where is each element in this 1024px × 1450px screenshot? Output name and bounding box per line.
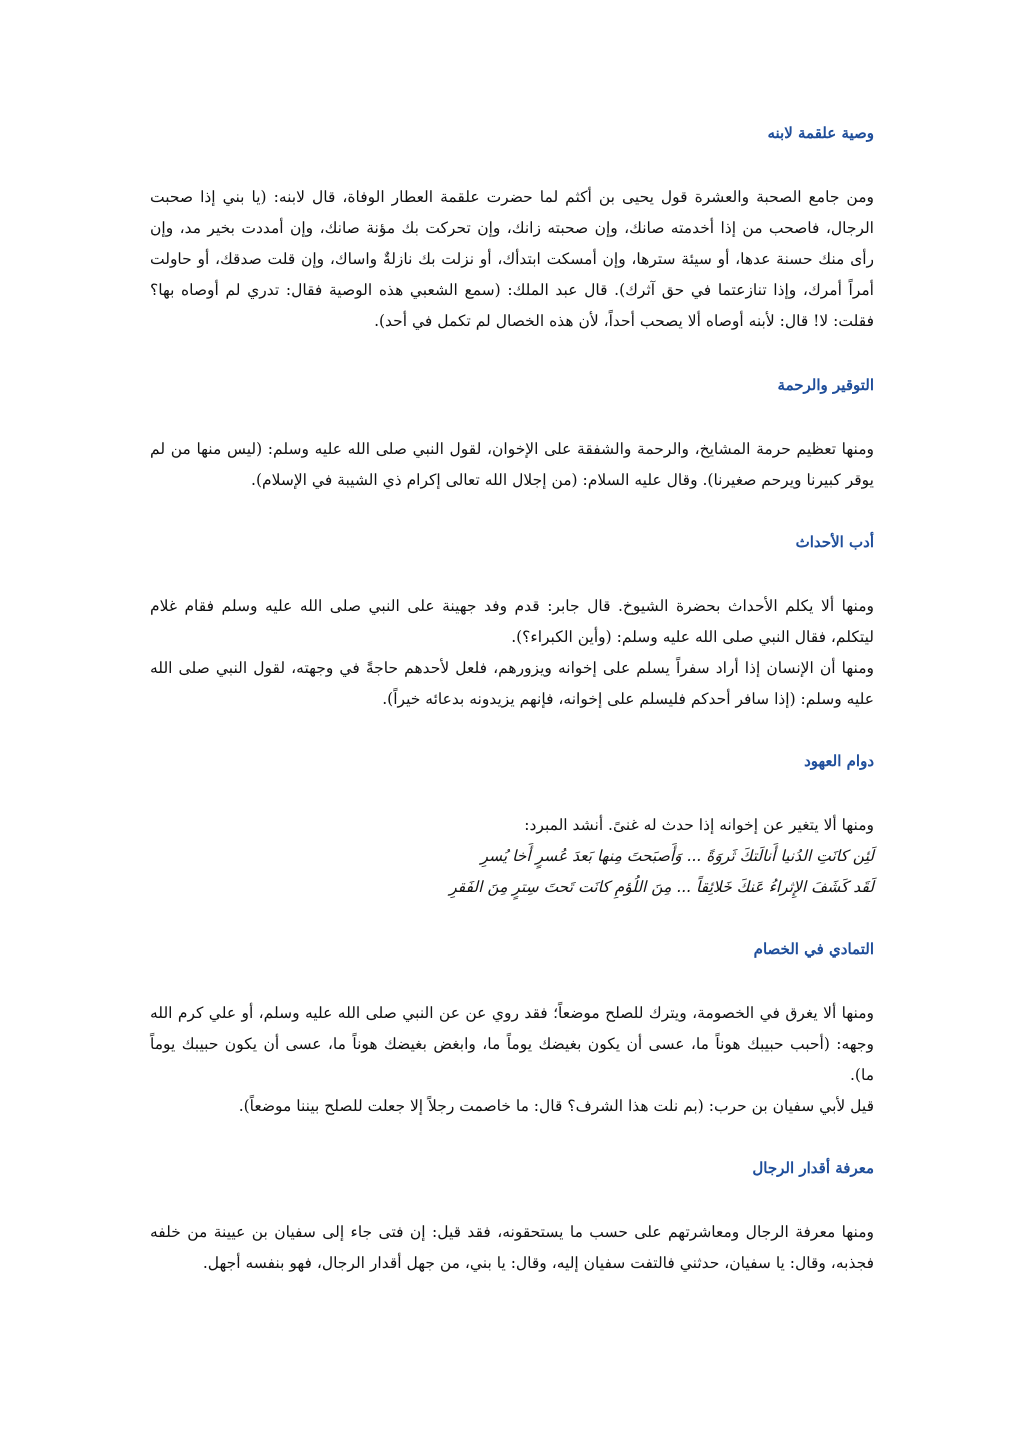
section-respect-mercy (150, 370, 874, 496)
section-heading: معرفة أقدار الرجال (752, 1159, 874, 1177)
section-paragraph: ومنها ألا يكلم الأحداث بحضرة الشيوخ. قال جابر: قدم وفد جهينة على النبي صلى الله عليه وسلم فقام غلام ليتكلم، فقال النبي صلى الله عليه وسلم: (وأين الكبراء؟). (150, 597, 874, 646)
section-heading: دوام العهود (804, 752, 874, 770)
section-paragraph: ومن جامع الصحبة والعشرة قول يحيى بن أكثم لما حضرت علقمة العطار الوفاة، قال لابنه: (يا بني إذا صحبت الرجال، فاصحب من إذا أخدمته صانك، وإن صحبته زانك، وإن تحركت بك مؤنة صانك، وإن أمددت بخير مد، وإن رأى منك حسنة عدها، أو سيئة سترها، وإن أمسكت ابتدأك، أو نزلت بك نازلةٌ واساك، وإن قلت صدقك، أو حاولت أمراً أمرك، وإذا تنازعتما في حق آثرك). قال عبد الملك: (سمع الشعبي هذه الوصية فقال: تدري لم أوصاه بها؟ فقلت: لا! قال: لأبنه أوصاه ألا يصحب أحداً، لأن هذه الخصال لم تكمل في أحد). (150, 188, 874, 330)
section-paragraph: ومنها أن الإنسان إذا أراد سفراً يسلم على إخوانه ويزورهم، فلعل لأحدهم حاجةً في وجهته، لقول النبي صلى الله عليه وسلم: (إذا سافر أحدكم فليسلم على إخوانه، فإنهم يزيدونه بدعائه خيراً). (150, 659, 874, 708)
section-paragraph: ومنها معرفة الرجال ومعاشرتهم على حسب ما يستحقونه، فقد قيل: إن فتى جاء إلى سفيان بن عيينة من خلفه فجذبه، وقال: يا سفيان، حدثني فالتفت سفيان إليه، وقال: يا بني، من جهل أقدار الرجال، فهو بنفسه أجهل. (150, 1223, 874, 1272)
section-paragraph: ومنها تعظيم حرمة المشايخ، والرحمة والشفقة على الإخوان، لقول النبي صلى الله عليه وسلم: (ليس منها من لم يوقر كبيرنا ويرحم صغيرنا). وقال عليه السلام: (من إجلال الله تعالى إكرام ذي الشيبة في الإسلام). (150, 440, 874, 489)
poem-verse: لَقَد كَشَفَ الإِثراءُ عَنكَ خَلائِقاً ... مِنَ اللُؤمِ كانَت تَحتَ سِترٍ مِنَ الفَقرِ (449, 878, 874, 896)
section-youth-manners (150, 527, 874, 715)
poem-verse: لَئِن كانَتِ الدُنيا أَنالَتكَ ثَروَةً ... وَأَصبَحتَ مِنها بَعدَ عُسرٍ أَخا يُسرِ (480, 847, 874, 865)
section-knowing-men (150, 1153, 874, 1279)
section-persisting-dispute (150, 934, 874, 1122)
section-paragraph: ومنها ألا يغرق في الخصومة، ويترك للصلح موضعاً؛ فقد روي عن عن النبي صلى الله عليه وسلم، أو علي كرم الله وجهه: (أحبب حبيبك هوناً ما، عسى أن يكون بغيضك يوماً ما، وابغض بغيضك هوناً ما، عسى أن يكون حبيبك يوماً ما). (150, 1004, 874, 1084)
section-heading: التوقير والرحمة (777, 376, 874, 394)
section-heading: أدب الأحداث (795, 533, 874, 551)
document-page (150, 118, 874, 1279)
section-paragraph: قيل لأبي سفيان بن حرب: (بم نلت هذا الشرف؟ قال: ما خاصمت رجلاً إلا جعلت للصلح بيننا موضعاً). (238, 1097, 874, 1115)
section-alqama-advice (150, 118, 874, 337)
section-heading: التمادي في الخصام (753, 940, 874, 958)
section-lasting-bonds (150, 746, 874, 903)
section-paragraph: ومنها ألا يتغير عن إخوانه إذا حدث له غنىً. أنشد المبرد: (524, 816, 874, 834)
section-heading: وصية علقمة لابنه (767, 124, 874, 142)
